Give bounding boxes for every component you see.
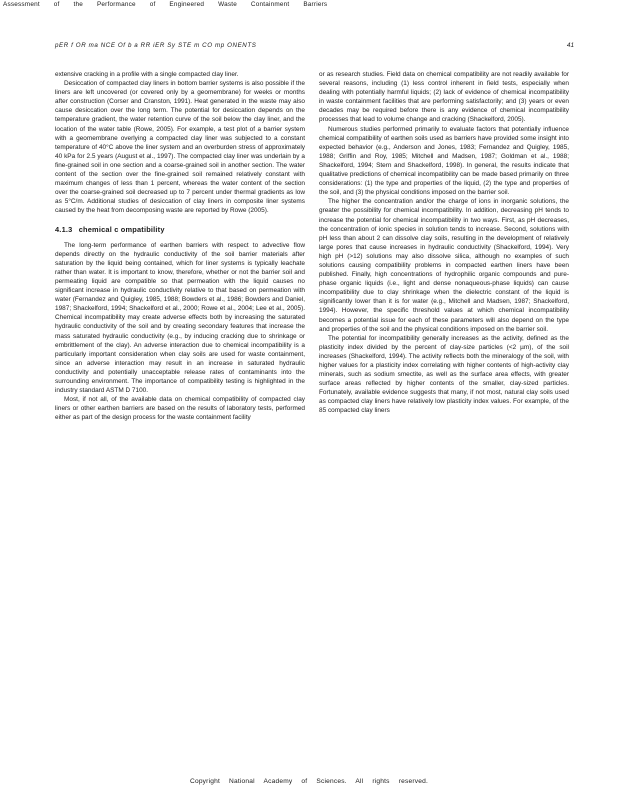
right-paragraph-3: The higher the concentration and/or the charge of ions in inorganic solutions, the greater the possibility for chemical incompatibility. In addition, decreasing pH tends to increase the potential for chemical incompatibility in two ways. First, as pH decreases, the concentration of ionic species in solution tends to increase. Second, solutions with pH less than about 2 can dissolve clay soils, resulting in the development of relatively large pores that cause increases in hydraulic conductivity (Shackelford, 1994). Very high pH (>12) solutions may also dissolve silica, although no examples of such solutions causing compatibility problems in compacted earthen liners have been published. Finally, high concentrations of hydrophilic organic compounds and pure-phase organic liquids (i.e., light and dense nonaqueous-phase liquids) can cause incompatibility due to clay shrinkage when the dielectric constant of the liquid is significantly lower than it is for water (e.g., Mitchell and Madsen, 1987; Shackelford, 1994). However, the specific threshold values at which chemical incompatibility becomes a potential issue for each of these parameters will also depend on the type and properties of the soil and the physical conditions imposed on the barrier soil.: [319, 198, 569, 333]
left-paragraph-2: Desiccation of compacted clay liners in bottom barrier systems is also possible if the liners are left uncovered (or covered only by a geomembrane) for weeks or months after construction (Corser and Cranston, 1991). Heat generated in the waste may also cause desiccation over the long term. The potential for desiccation depends on the temperature gradient, the water retention curve of the soil below the clay liner, and the location of the water table (Rowe, 2005). For example, a test plot of a barrier system with a geomembrane overlying a compacted clay liner was subjected to a constant temperature of 40°C above the liner system and an overburden stress of approximately 40 kPa for 2.5 years (August et al., 1997). The compacted clay liner was underlain by a fine-grained soil in one section and a coarse-grained soil in another section. The water content of the section over the fine-grained soil remained relatively constant with maximum changes of less than 1 percent, whereas the water content of the section over the coarse-grained soil decreased up to 7 percent under thermal gradients as low as 5°C/m. Additional studies of desiccation of clay liners in composite liner systems caused by the heat from decomposing waste are reported by Rowe (2005).: [55, 80, 305, 215]
copyright-footer: Copyright National Academy of Sciences. All rights reserved.: [189, 778, 429, 785]
left-column: [55, 70, 305, 422]
book-title-bar: [0, 0, 618, 12]
right-paragraph-4: The potential for incompatibility generally increases as the activity, defined as the plasticity index divided by the percent of clay-size particles (<2 µm), of the soil increases (Shackelford, 1994). The activity reflects both the mineralogy of the soil, with higher values for a plasticity index correlating with higher contents of high-activity clay minerals, such as sodium smectite, as well as the surface area effects, with greater surface areas reflected by higher contents of the smaller, clay-sized particles. Fortunately, available evidence suggests that many, if not most, natural clay soils used as compacted clay liners have relatively low plasticity index values. For example, of the 85 compacted clay liners: [319, 334, 569, 415]
right-paragraph-1: or as research studies. Field data on chemical compatibility are not readily available for several reasons, including (1) less control inherent in field tests, especially when dealing with potentially harmful liquids; (2) lack of evidence of chemical incompatibility in waste containment facilities that are performing satisfactorily; and (3) years or even decades may be required before there is any evidence of chemical incompatibility processes that lead to volume change and cracking (Shackelford, 2005).: [319, 71, 569, 124]
book-title: Assessment of the Performance of Engineered Waste Containment Barriers: [3, 1, 328, 8]
left-paragraph-4: Most, if not all, of the available data on chemical compatibility of compacted clay liners or other earthen barriers are based on the results of laboratory tests, performed either as part of the design process for the waste containment facility: [55, 396, 305, 422]
section-heading: [55, 225, 305, 234]
section-title: chemical c ompatibility: [78, 224, 165, 234]
page-number: 41: [566, 42, 574, 49]
right-paragraph-2: Numerous studies performed primarily to evaluate factors that potentially influence chemical compatibility of earthen soils used as barriers have provided some insight into expected behavior (e.g., Anderson and Jones, 1983; Fernandez and Quigley, 1985, 1988; Griffin and Roy, 1985; Mitchell and Madsen, 1987; Goldman et al., 1988; Shackelford, 1994; Stern and Shackelford, 1998). In general, the results indicate that qualitative predictions of chemical incompatibility can be made based primarily on three considerations: (1) the type and properties of the liquid, (2) the type and properties of the soil, and (3) the physical conditions imposed on the barrier soil.: [319, 125, 569, 197]
left-paragraph-1: extensive cracking in a profile with a single compacted clay liner.: [55, 71, 239, 78]
section-number: 4.1.3: [55, 224, 73, 234]
right-column: [319, 70, 569, 416]
running-head: pER f OR ma NCE Of b a RR iER Sy STE m CO mp ONENTS: [55, 42, 257, 49]
left-paragraph-3: The long-term performance of earthen barriers with respect to advective flow depends directly on the hydraulic conductivity of the soil barrier materials after saturation by the liquid being contained, which for liner systems is typically leachate rather than water. It is important to know, therefore, whether or not the barrier soil and permeating liquid are compatible so that permeation with the liquid causes no significant increase in hydraulic conductivity relative to that based on permeation with water (Fernandez and Quigley, 1985, 1988; Bowders et al., 1986; Bowders and Daniel, 1987; Shackelford, 1994; Shackelford et al., 2000; Rowe et al., 2004; Lee et al., 2005). Chemical incompatibility may create adverse effects both by increasing the saturated hydraulic conductivity of the soil and by creating secondary features that increase the mass saturated hydraulic conductivity (e.g., by inducing cracking due to shrinkage or embrittlement of the clay). An adverse interaction due to chemical incompatibility is a particularly important consideration when clay soils are used for waste containment, since an adverse interaction may result in an increase in saturated hydraulic conductivity and potentially unacceptable release rates of contaminants into the surrounding environment. The importance of compatibility testing is highlighted in the industry standard ASTM D 7100.: [55, 241, 305, 395]
